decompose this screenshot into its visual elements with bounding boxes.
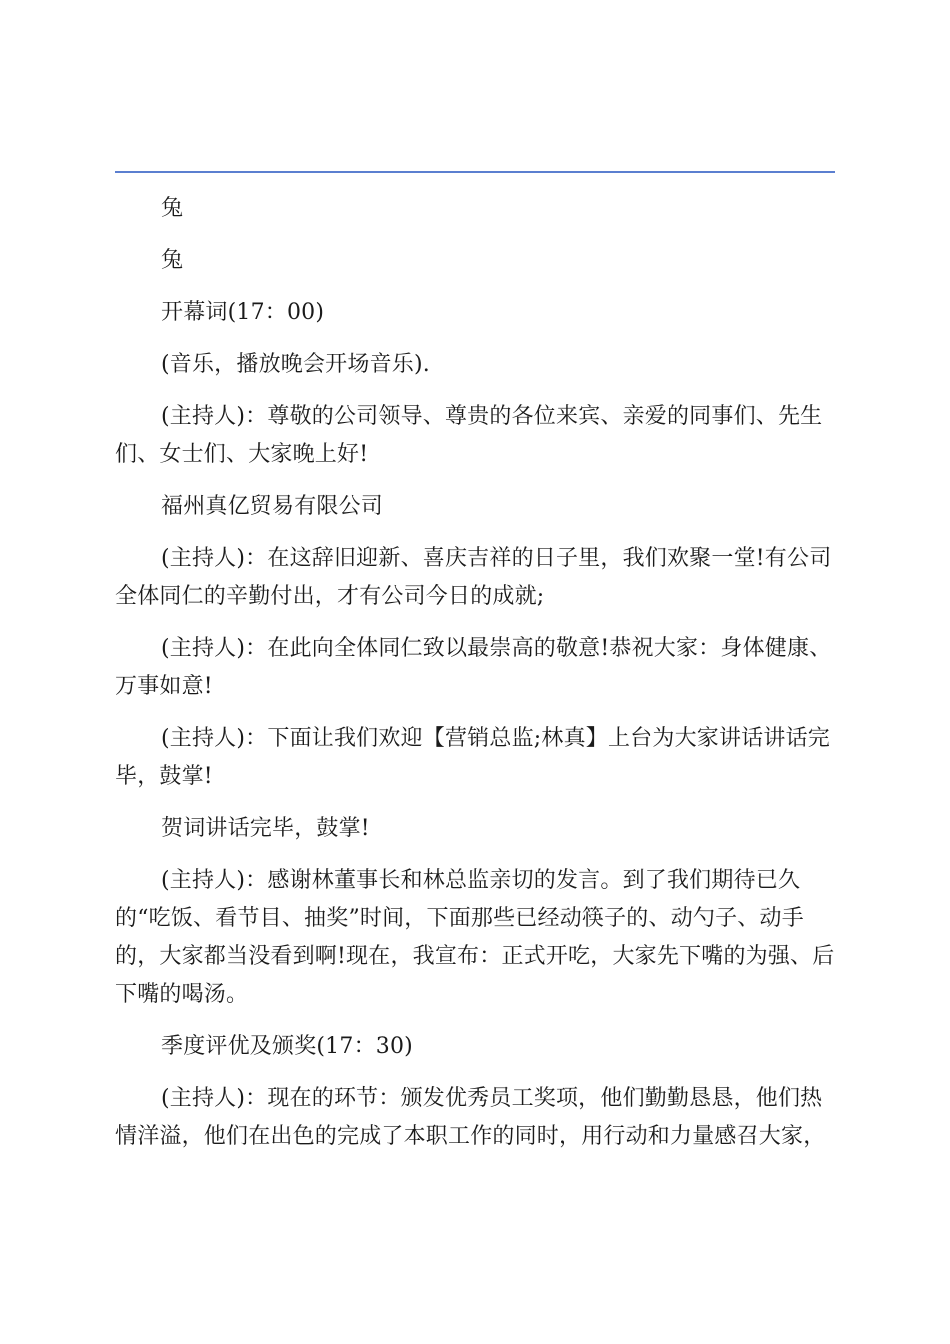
section-heading: 开幕词(17：00) xyxy=(161,300,325,325)
paragraph: 兔 xyxy=(161,196,184,221)
paragraph: (主持人)：下面让我们欢迎【营销总监;林真】上台为大家讲话讲话完毕，鼓掌! xyxy=(115,726,830,789)
paragraph: (主持人)：在此向全体同仁致以最崇高的敬意!恭祝大家：身体健康、万事如意! xyxy=(115,636,832,699)
paragraph: 兔 xyxy=(161,248,184,273)
paragraph: (主持人)：感谢林董事长和林总监亲切的发言。到了我们期待已久的“吃饭、看节目、抽奖”时间，下面那些已经动筷子的、动勺子、动手的，大家都当没看到啊!现在，我宣布：正式开吃，大家先下嘴的为强、后下嘴的喝汤。 xyxy=(115,868,835,1007)
paragraph: (音乐，播放晚会开场音乐). xyxy=(161,352,430,377)
paragraph: (主持人)：尊敬的公司领导、尊贵的各位来宾、亲爱的同事们、先生们、女士们、大家晚上好! xyxy=(115,404,823,467)
paragraph: (主持人)：在这辞旧迎新、喜庆吉祥的日子里，我们欢聚一堂!有公司全体同仁的辛勤付出，才有公司今日的成就; xyxy=(115,546,832,609)
paragraph: 贺词讲话完毕，鼓掌! xyxy=(161,816,370,841)
section-heading: 季度评优及颁奖(17：30) xyxy=(161,1034,413,1059)
document-body xyxy=(115,190,835,1170)
header-rule xyxy=(115,171,835,173)
paragraph: (主持人)：现在的环节：颁发优秀员工奖项，他们勤勤恳恳，他们热情洋溢，他们在出色的完成了本职工作的同时，用行动和力量感召大家， xyxy=(115,1086,826,1149)
company-name: 福州真亿贸易有限公司 xyxy=(161,494,384,519)
